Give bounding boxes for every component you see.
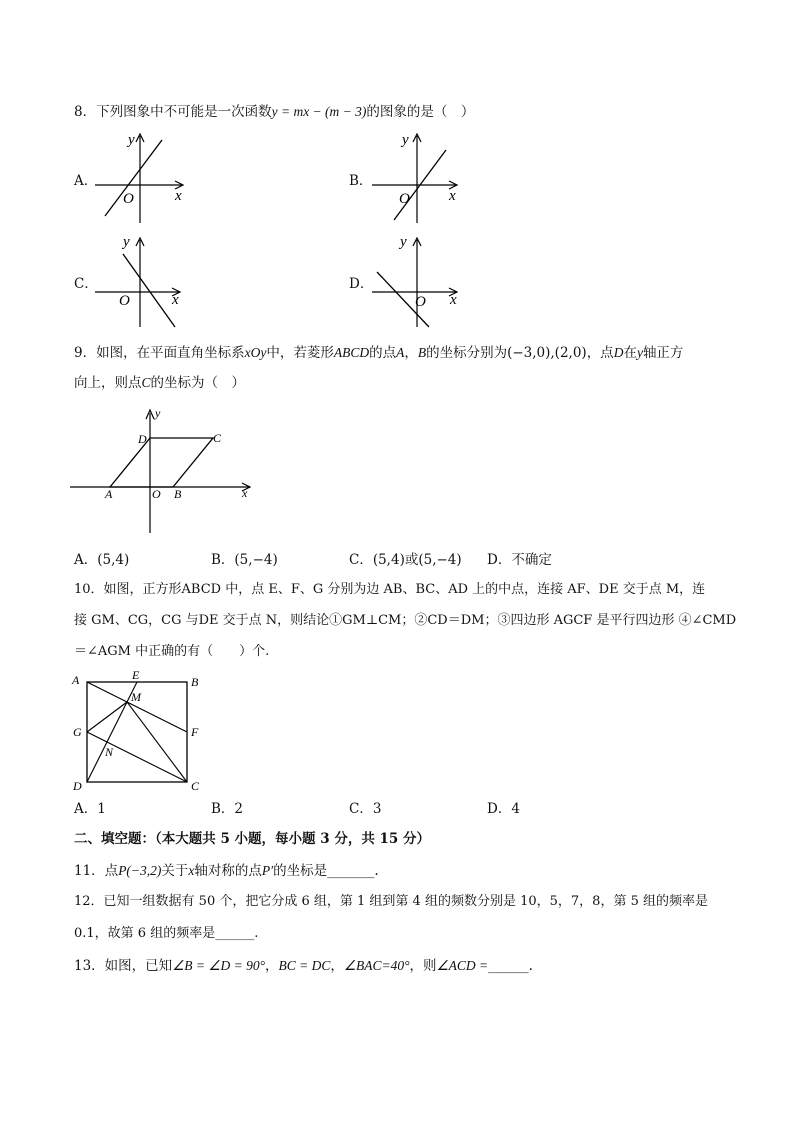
- q8-a-x-label: x: [175, 188, 182, 204]
- q10-g-label: G: [73, 725, 82, 739]
- q8-d-x-label: x: [450, 292, 457, 308]
- q9-option-a: A．(5,4): [74, 552, 130, 568]
- q8-graph-a: [95, 128, 195, 228]
- q8-a-y-label: y: [128, 132, 135, 148]
- q10-e-label: E: [132, 668, 140, 682]
- q9-x-label: x: [242, 486, 248, 500]
- q12-stem-line2: 0.1，故第 6 组的频率是______.: [74, 926, 259, 941]
- q8-c-origin-label: O: [119, 293, 130, 309]
- q10-d-label: D: [73, 779, 82, 793]
- q9-o-label: O: [152, 487, 161, 501]
- q8-graph-b: [372, 128, 472, 228]
- q8-c-y-label: y: [123, 234, 130, 250]
- q10-option-c: C．3: [349, 801, 382, 817]
- q9-option-c: C．(5,4)或(5,−4): [349, 552, 462, 568]
- q10-option-d: D．4: [487, 801, 520, 817]
- section-2-heading: 二、填空题：（本大题共 5 小题，每小题 3 分，共 15 分）: [74, 831, 431, 847]
- q8-a-origin-label: O: [123, 191, 134, 207]
- q10-m-label: M: [131, 690, 141, 704]
- q8-b-x-label: x: [449, 188, 456, 204]
- q8-graph-d: [372, 232, 472, 332]
- q9-d-label: D: [138, 432, 147, 446]
- q11-stem: 11．点P(−3,2)关于x轴对称的点P′的坐标是_______.: [74, 863, 379, 879]
- q8-d-origin-label: O: [415, 294, 426, 310]
- q10-square-figure: [70, 668, 210, 793]
- q8-b-y-label: y: [402, 132, 409, 148]
- q8-b-origin-label: O: [399, 191, 410, 207]
- q8-stem: 8．下列图象中不可能是一次函数y = mx − (m − 3)的图象的是（ ）: [74, 104, 475, 120]
- q10-option-a: A．1: [74, 801, 106, 817]
- q10-f-label: F: [191, 725, 199, 739]
- q10-c-label: C: [191, 779, 200, 793]
- q10-b-label: B: [191, 675, 199, 689]
- q9-option-d: D．不确定: [487, 552, 552, 568]
- q10-a-label: A: [72, 673, 80, 687]
- q8-c-x-label: x: [172, 292, 179, 308]
- q9-stem-line2: 向上，则点C的坐标为（ ）: [74, 375, 246, 391]
- q8-option-a-label: A．: [74, 173, 98, 189]
- q8-option-b-label: B．: [349, 173, 373, 189]
- q8-formula: y = mx − (m − 3): [271, 104, 367, 119]
- q9-rhombus-figure: [70, 405, 260, 535]
- q12-stem-line1: 12．已知一组数据有 50 个，把它分成 6 组，第 1 组到第 4 组的频数分别是 10，5，7，8，第 5 组的频率是: [74, 894, 708, 909]
- q13-stem: 13．如图，已知∠B = ∠D = 90°，BC = DC，∠BAC=40°，则∠ACD =______.: [74, 958, 533, 974]
- q10-stem-line2: 接 GM、CG，CG 与DE 交于点 N，则结论①GM⊥CM；②CD＝DM；③四边形 AGCF 是平行四边形 ④∠CMD: [74, 613, 737, 628]
- q9-option-b: B．(5,−4): [211, 552, 278, 568]
- q10-n-label: N: [105, 745, 114, 759]
- q8-graph-c: [95, 232, 195, 332]
- q8-option-c-label: C．: [74, 276, 98, 292]
- q8-option-d-label: D．: [349, 276, 374, 292]
- q9-a-label: A: [105, 487, 113, 501]
- q9-c-label: C: [213, 431, 222, 445]
- q10-option-b: B．2: [211, 801, 244, 817]
- q10-stem-line1: 10．如图，正方形ABCD 中，点 E、F、G 分别为边 AB、BC、AD 上的中点，连接 AF、DE 交于点 M，连: [74, 582, 706, 597]
- q9-b-label: B: [174, 487, 182, 501]
- q8-d-y-label: y: [400, 234, 407, 250]
- q9-stem-line1: 9．如图，在平面直角坐标系xOy中，若菱形ABCD的点A，B的坐标分别为(−3,0),(2,0)，点D在y轴正方: [74, 345, 684, 361]
- q10-stem-line3: ＝∠AGM 中正确的有（ ）个.: [74, 644, 270, 659]
- q9-y-label: y: [155, 406, 161, 420]
